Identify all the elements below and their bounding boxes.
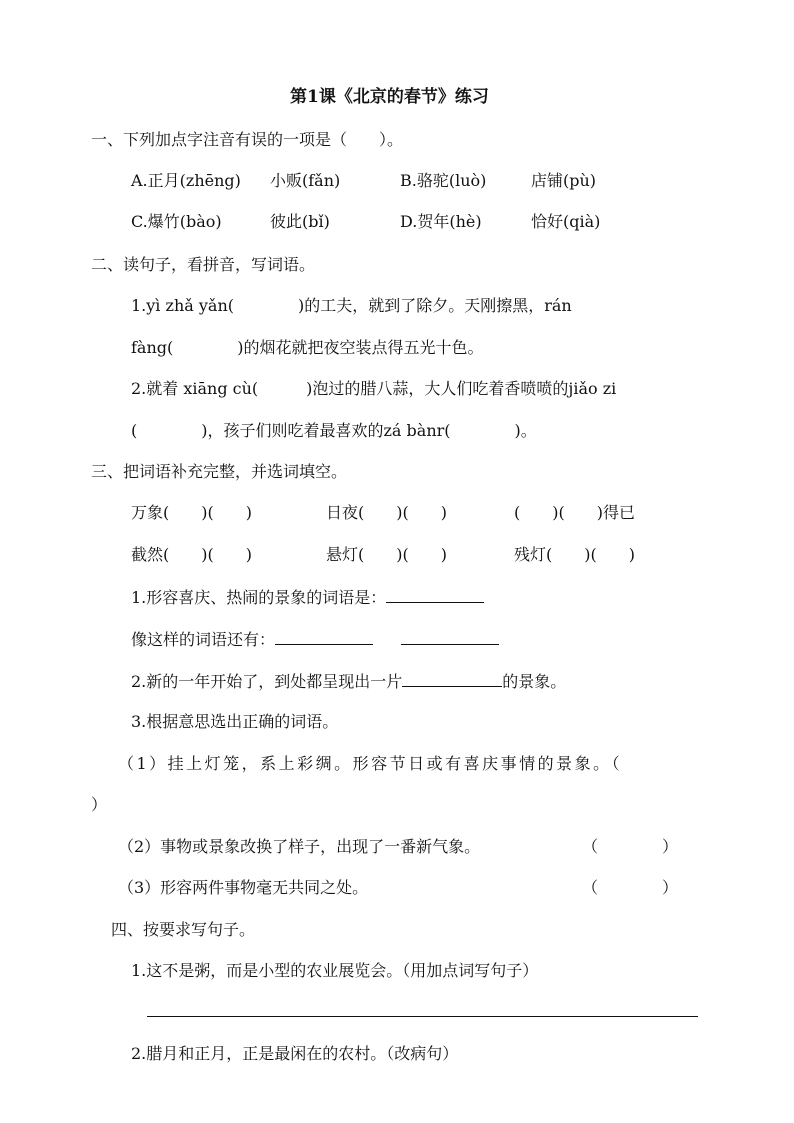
section-2-line-2: fàng( )的烟花就把夜空装点得五光十色。 bbox=[131, 338, 484, 357]
word-blank-5: 悬灯( )( ) bbox=[326, 545, 447, 564]
word-blank-3: ( )( )得已 bbox=[514, 503, 635, 522]
page-title: 第1课《北京的春节》练习 bbox=[290, 87, 489, 107]
word-blank-6: 残灯( )( ) bbox=[514, 545, 635, 564]
option-c2: 彼此(bǐ) bbox=[270, 212, 330, 231]
answer-blank[interactable] bbox=[402, 670, 502, 687]
question-3-1-more bbox=[131, 628, 499, 651]
section-4-heading: 四、按要求写句子。 bbox=[111, 920, 256, 939]
section-1-heading: 一、下列加点字注音有误的一项是（ ）。 bbox=[91, 130, 404, 149]
definition-1: （1）挂上灯笼，系上彩绸。形容节日或有喜庆事情的景象。（ bbox=[118, 754, 623, 773]
answer-blank[interactable] bbox=[401, 628, 499, 645]
question-3-1-text: 1.形容喜庆、热闹的景象的词语是： bbox=[131, 588, 387, 607]
option-b2: 店铺(pù) bbox=[531, 171, 597, 190]
definition-3: （3）形容两件事物毫无共同之处。 bbox=[118, 878, 369, 897]
option-b1: B.骆驼(luò) bbox=[400, 171, 487, 190]
answer-blank[interactable] bbox=[275, 628, 373, 645]
section-2-line-1: 1.yì zhǎ yǎn( )的工夫，就到了除夕。天刚擦黑，rán bbox=[131, 296, 572, 315]
question-3-1-more-text: 像这样的词语还有： bbox=[131, 630, 276, 649]
definition-2: （2）事物或景象改换了样子，出现了一番新气象。 bbox=[118, 837, 481, 856]
definition-1-close: ） bbox=[91, 795, 108, 814]
question-3-1 bbox=[131, 586, 484, 609]
word-blank-2: 日夜( )( ) bbox=[326, 503, 447, 522]
word-blank-4: 截然( )( ) bbox=[131, 545, 252, 564]
option-d1: D.贺年(hè) bbox=[400, 212, 482, 231]
definition-3-blank[interactable]: （ ） bbox=[582, 878, 679, 897]
question-3-3: 3.根据意思选出正确的词语。 bbox=[131, 712, 339, 731]
question-4-2: 2.腊月和正月，正是最闲在的农村。（改病句） bbox=[131, 1044, 459, 1063]
question-3-2 bbox=[131, 670, 566, 693]
section-2-line-3: 2.就着 xiāng cù( )泡过的腊八蒜，大人们吃着香喷喷的jiǎo zi bbox=[131, 379, 617, 398]
answer-blank[interactable] bbox=[386, 586, 484, 603]
option-d2: 恰好(qià) bbox=[531, 212, 601, 231]
section-2-line-4: ( )，孩子们则吃着最喜欢的zá bànr( )。 bbox=[131, 421, 537, 440]
question-4-1: 1.这不是粥，而是小型的农业展览会。（用加点词写句子） bbox=[131, 961, 539, 980]
section-2-heading: 二、读句子，看拼音，写词语。 bbox=[91, 255, 316, 274]
option-c1: C.爆竹(bào) bbox=[131, 212, 222, 231]
definition-2-blank[interactable]: （ ） bbox=[582, 837, 679, 856]
option-a2: 小贩(fǎn) bbox=[270, 171, 341, 190]
word-blank-1: 万象( )( ) bbox=[131, 503, 252, 522]
question-3-2-tail: 的景象。 bbox=[502, 672, 567, 691]
question-3-2-text: 2.新的一年开始了，到处都呈现出一片 bbox=[131, 672, 403, 691]
option-a1: A.正月(zhēng) bbox=[131, 171, 241, 190]
section-3-heading: 三、把词语补充完整，并选词填空。 bbox=[91, 462, 348, 481]
answer-line[interactable] bbox=[147, 1016, 698, 1017]
